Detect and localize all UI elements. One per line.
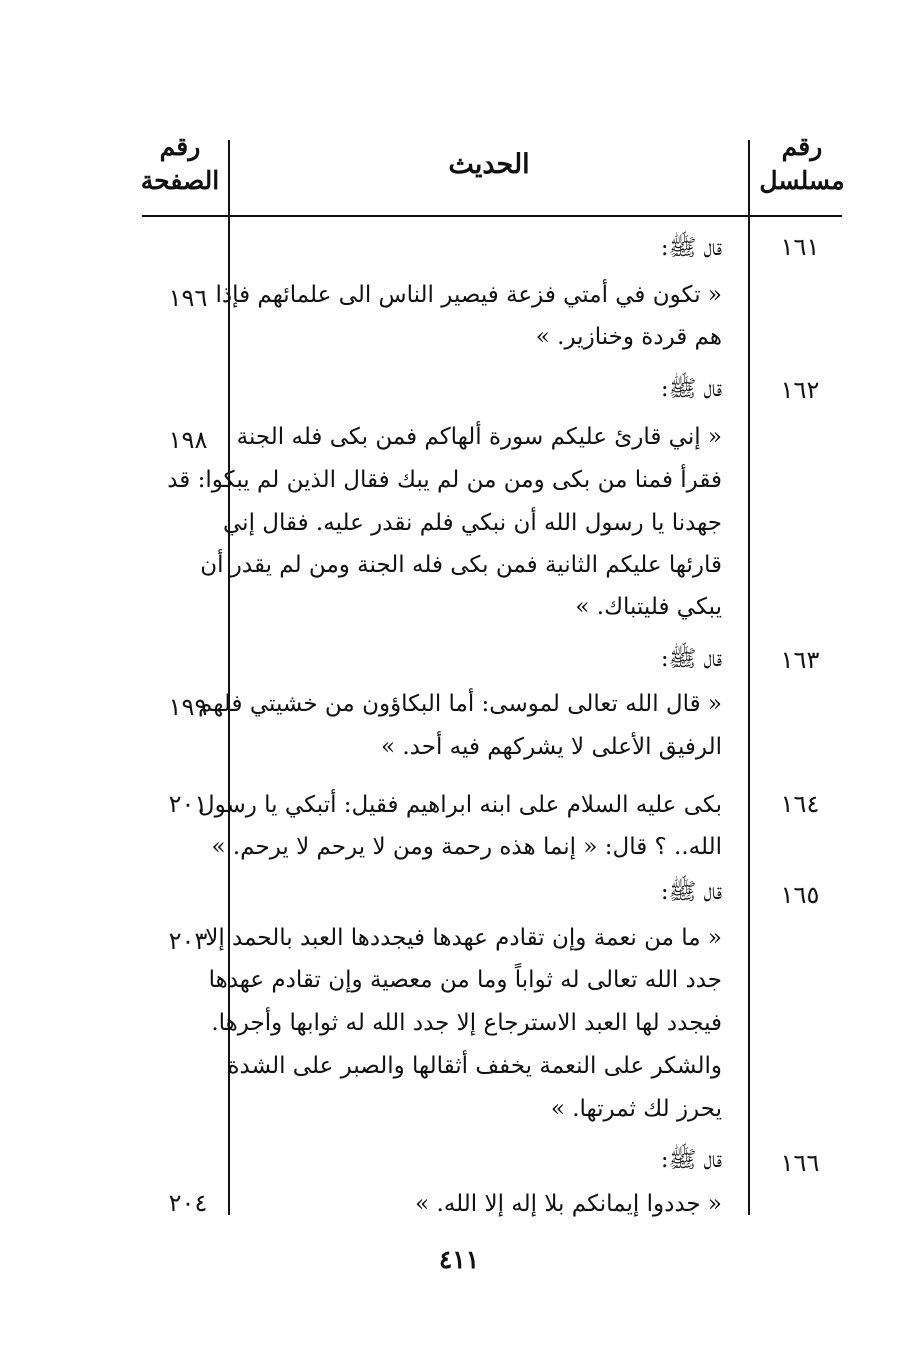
hadith-line: قال ﷺ:: [660, 646, 722, 672]
hadith-line: يبكي فليتباك. »: [575, 594, 722, 620]
entry-serial: ١٦١: [780, 233, 820, 261]
hadith-line: قارئها عليكم الثانية فمن بكى فله الجنة ومن لم يقدر أن: [200, 552, 722, 578]
hadith-line: والشكر على النعمة يخفف أثقالها والصبر على الشدة: [227, 1053, 722, 1079]
page-number: ٤١١: [438, 1245, 480, 1274]
entry-serial: ١٦٤: [780, 790, 820, 818]
entry-page-number: ١٩٨: [168, 426, 208, 454]
header-rule: [142, 215, 842, 217]
hadith-line: « قال الله تعالى لموسى: أما البكاؤون من خشيتي فلهم: [198, 691, 722, 717]
hadith-line: الله.. ؟ قال: « إنما هذه رحمة ومن لا يرحم لا يرحم. »: [211, 834, 722, 860]
entry-serial: ١٦٣: [780, 646, 820, 674]
hadith-line: « إني قارئ عليكم سورة ألهاكم فمن بكى فله الجنة: [236, 424, 722, 450]
entry-page-number: ١٩٩: [168, 693, 208, 721]
entry-page-number: ٢٠١: [168, 790, 208, 818]
entry-page-number: ٢٠٤: [168, 1189, 208, 1217]
header-page-number: رقم الصفحة: [140, 132, 220, 195]
hadith-line: فقرأ فمنا من بكى ومن من لم يبك فقال الذين لم يبكوا: قد: [167, 467, 722, 493]
header-serial-number: رقم مسلسل: [759, 132, 845, 195]
hadith-line: « تكون في أمتي فزعة فيصير الناس الى علمائهم فإذا: [215, 282, 722, 308]
column-divider-right: [748, 140, 750, 1215]
hadith-line: قال ﷺ:: [660, 879, 722, 905]
hadith-line: جهدنا يا رسول الله أن نبكي فلم نقدر عليه. فقال إني: [223, 510, 722, 536]
hadith-line: « ما من نعمة وإن تقادم عهدها فيجددها العبد بالحمد إلا: [205, 925, 722, 951]
hadith-line: قال ﷺ:: [660, 376, 722, 402]
hadith-line: فيجدد لها العبد الاسترجاع إلا جدد الله له ثوابها وأجرها.: [211, 1010, 722, 1036]
hadith-line: قال ﷺ:: [660, 1147, 722, 1173]
entry-page-number: ١٩٦: [168, 284, 208, 312]
header-hadith: الحديث: [448, 149, 530, 180]
entry-serial: ١٦٢: [780, 376, 820, 404]
hadith-line: جدد الله تعالى له ثواباً وما من معصية وإن تقادم عهدها: [208, 967, 722, 993]
hadith-line: الرفيق الأعلى لا يشركهم فيه أحد. »: [380, 734, 722, 760]
entry-serial: ١٦٥: [780, 881, 820, 909]
hadith-line: هم قردة وخنازير. »: [535, 324, 722, 350]
hadith-line: يحرز لك ثمرتها. »: [550, 1096, 722, 1122]
entry-page-number: ٢٠٣: [168, 927, 208, 955]
hadith-line: « جددوا إيمانكم بلا إله إلا الله. »: [415, 1191, 722, 1217]
entry-serial: ١٦٦: [780, 1149, 820, 1177]
hadith-line: بكى عليه السلام على ابنه ابراهيم فقيل: أتبكي يا رسول: [197, 792, 722, 818]
hadith-line: قال ﷺ:: [660, 235, 722, 261]
